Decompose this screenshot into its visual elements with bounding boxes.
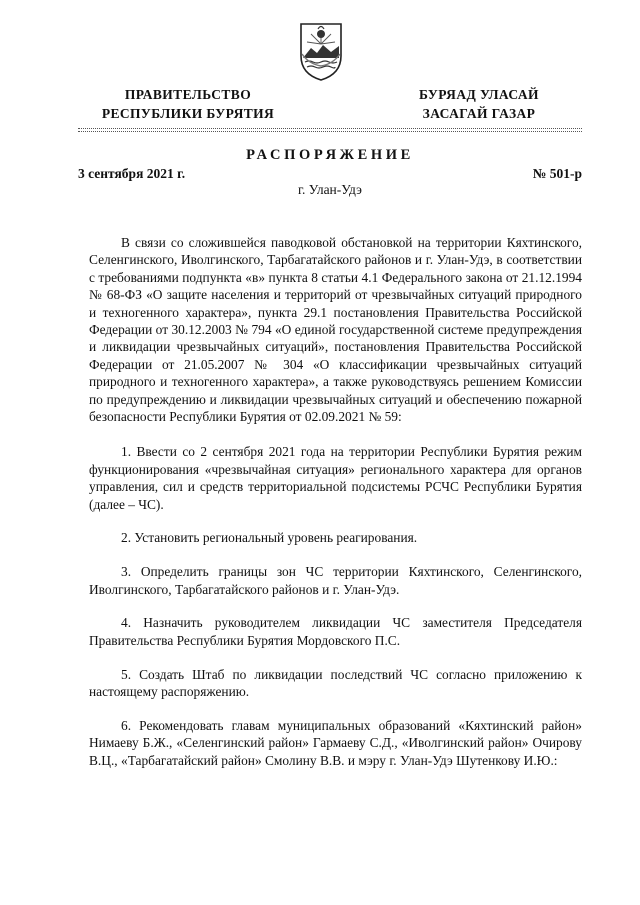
document-city: г. Улан-Удэ (298, 182, 362, 197)
header-right-line2: ЗАСАГАЙ ГАЗАР (422, 106, 536, 121)
header-left-line1: ПРАВИТЕЛЬСТВО (124, 87, 252, 102)
document-date: 3 сентября 2021 г. (78, 166, 186, 181)
clause-1: 1. Ввести со 2 сентября 2021 года на территории Республики Бурятия режим функционирования «чрезвычайная ситуация» регионального характера для органов управления, сил и средств территориальной подсистемы РСЧС Республики Бурятия (далее – ЧС). (89, 444, 582, 512)
government-name-buryat (390, 85, 568, 123)
clause-5: 5. Создать Штаб по ликвидации последствий ЧС согласно приложению к настоящему распоряжению. (89, 666, 582, 700)
header-left-line2: РЕСПУБЛИКИ БУРЯТИЯ (101, 106, 275, 121)
coat-of-arms-emblem-icon (299, 20, 343, 82)
header-divider (78, 128, 582, 129)
government-name-russian (78, 85, 298, 123)
intro-paragraph: В связи со сложившейся паводковой обстановкой на территории Кяхтинского, Селенгинского, Иволгинского, Тарбагатайского районов и г. Улан-Удэ, в соответствии с требованиями подпункта «в» пункта 8 статьи 4.1 Федерального закона от 21.12.1994 № 68-ФЗ «О защите населения и территорий от чрезвычайных ситуаций природного и техногенного характера», пункта 29.1 постановления Правительства Российской Федерации от 30.12.2003 № 794 «О единой государственной системе предупреждения и ликвидации чрезвычайных ситуаций», постановления Правительства Российской Федерации от 21.05.2007 № 304 «О классификации чрезвычайных ситуаций природного и техногенного характера», а также руководствуясь решением Комиссии по предупреждению и ликвидации чрезвычайных ситуаций и обеспечению пожарной безопасности Республики Бурятия от 02.09.2021 № 59: (89, 235, 582, 425)
document-number: № 501-р (532, 166, 582, 181)
document-body (89, 234, 582, 786)
clause-3: 3. Определить границы зон ЧС территории Кяхтинского, Селенгинского, Иволгинского, Тарбагатайского районов и г. Улан-Удэ. (89, 564, 582, 597)
clause-6: 6. Рекомендовать главам муниципальных образований «Кяхтинский район» Нимаеву Б.Ж., «Селенгинский район» Гармаеву С.Д., «Иволгинский район» Очирову В.Ц., «Тарбагатайский район» Смолину В.В. и мэру г. Улан-Удэ Шутенкову И.Ю.: (89, 717, 582, 768)
header-divider-second (78, 131, 582, 132)
clause-2: 2. Установить региональный уровень реагирования. (121, 530, 418, 546)
document-title: РАСПОРЯЖЕНИЕ (246, 147, 414, 163)
header-right-line1: БУРЯАД УЛАСАЙ (419, 87, 539, 102)
clause-4: 4. Назначить руководителем ликвидации ЧС заместителя Председателя Правительства Республики Бурятия Мордовского П.С. (89, 615, 582, 648)
